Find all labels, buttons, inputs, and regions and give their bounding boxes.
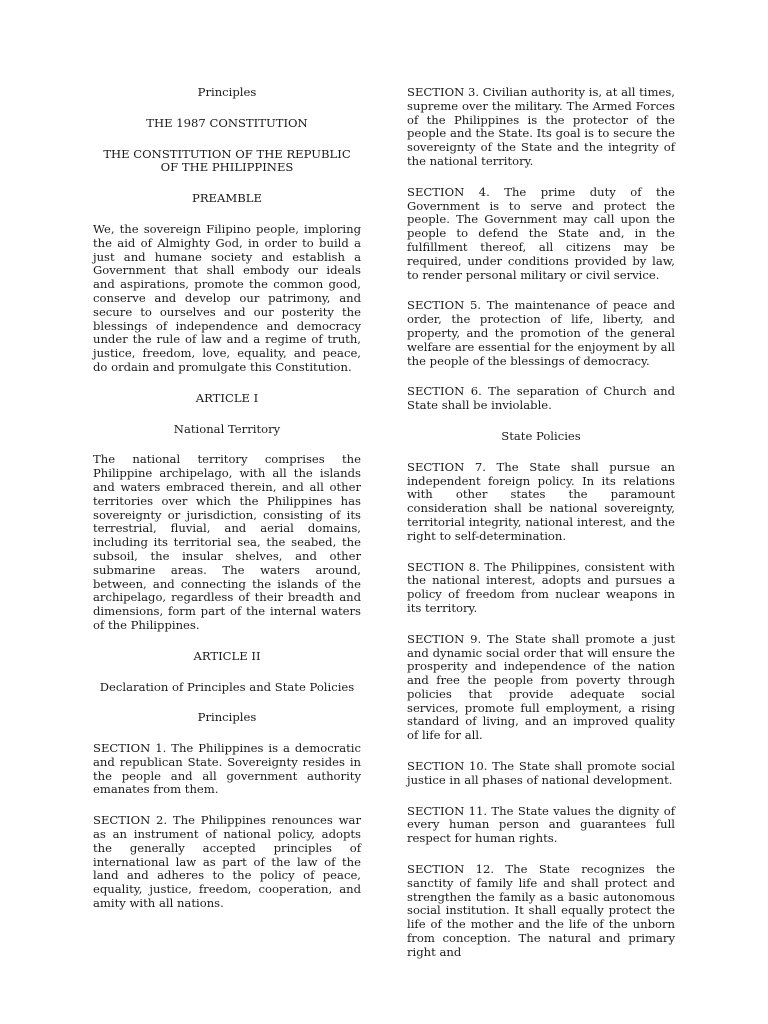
section-10-paragraph: SECTION 10. The State shall promote social justice in all phases of national development. xyxy=(407,759,675,787)
heading-principles: Principles xyxy=(197,710,257,725)
heading-article-2: ARTICLE II xyxy=(193,648,261,663)
heading-national-territory: National Territory xyxy=(173,421,281,436)
left-column xyxy=(93,86,361,911)
heading-principles-top: Principles xyxy=(197,85,257,99)
section-4-paragraph: SECTION 4. The prime duty of the Government is to serve and protect the people. The Government may call upon the people to defend the State and, in the fulfillment thereof, all citizens may be required, under conditions provided by law, to render personal military or civil service. xyxy=(407,184,675,282)
section-9-paragraph: SECTION 9. The State shall promote a just and dynamic social order that will ensure the prosperity and independence of the nation and free the people from poverty through policies that provide adequate social services, promote full employment, a rising standard of living, and an improved quality of life for all. xyxy=(407,631,675,743)
section-6-paragraph: SECTION 6. The separation of Church and State shall be inviolable. xyxy=(407,384,675,413)
section-1-paragraph: SECTION 1. The Philippines is a democratic and republican State. Sovereignty resides in the people and all government authority emanates from them. xyxy=(93,741,361,797)
heading-1987-constitution: THE 1987 CONSTITUTION xyxy=(146,115,308,130)
right-column xyxy=(407,86,675,960)
section-7-paragraph: SECTION 7. The State shall pursue an independent foreign policy. In its relations with other states the paramount consideration shall be national sovereignty, territorial integrity, national interest, and the right to self-determination. xyxy=(407,459,675,543)
heading-declaration: Declaration of Principles and State Policies xyxy=(99,679,355,694)
heading-constitution-republic: THE CONSTITUTION OF THE REPUBLIC OF THE PHILIPPINES xyxy=(103,146,351,175)
section-8-paragraph: SECTION 8. The Philippines, consistent with the national interest, adopts and pursues a policy of freedom from nuclear weapons in its territory. xyxy=(407,559,675,615)
heading-article-1: ARTICLE I xyxy=(195,390,259,405)
section-2-paragraph: SECTION 2. The Philippines renounces war as an instrument of national policy, adopts the generally accepted principles of international law as part of the law of the land and adheres to the policy of peace, equality, justice, freedom, cooperation, and amity with all nations. xyxy=(93,813,361,911)
section-12-paragraph: SECTION 12. The State recognizes the sanctity of family life and shall protect and strengthen the family as a basic autonomous social institution. It shall equally protect the life of the mother and the life of the unborn from conception. The natural and primary right and xyxy=(407,862,675,959)
section-3-paragraph: SECTION 3. Civilian authority is, at all times, supreme over the military. The Armed Forces of the Philippines is the protector of the people and the State. Its goal is to secure the sovereignty of the State and the integrity of the national territory. xyxy=(407,85,675,168)
preamble-paragraph: We, the sovereign Filipino people, imploring the aid of Almighty God, in order to build a just and humane society and establish a Government that shall embody our ideals and aspirations, promote the common good, conserve and develop our patrimony, and secure to ourselves and our posterity the blessings of independence and democracy under the rule of law and a regime of truth, justice, freedom, love, equality, and peace, do ordain and promulgate this Constitution. xyxy=(93,221,361,374)
section-11-paragraph: SECTION 11. The State values the dignity of every human person and guarantees full respect for human rights. xyxy=(407,803,675,846)
heading-state-policies: State Policies xyxy=(501,428,581,443)
national-territory-paragraph: The national territory comprises the Philippine archipelago, with all the islands and waters embraced therein, and all other territories over which the Philippines has sovereignty or jurisdiction, consisting of its terrestrial, fluvial, and aerial domains, including its territorial sea, the seabed, the subsoil, the insular shelves, and other submarine areas. The waters around, between, and connecting the islands of the archipelago, regardless of their breadth and dimensions, form part of the internal waters of the Philippines. xyxy=(93,452,361,632)
heading-preamble: PREAMBLE xyxy=(192,191,262,206)
section-5-paragraph: SECTION 5. The maintenance of peace and order, the protection of life, liberty, and property, and the promotion of the general welfare are essential for the enjoyment by all the people of the blessings of democracy. xyxy=(407,298,675,368)
